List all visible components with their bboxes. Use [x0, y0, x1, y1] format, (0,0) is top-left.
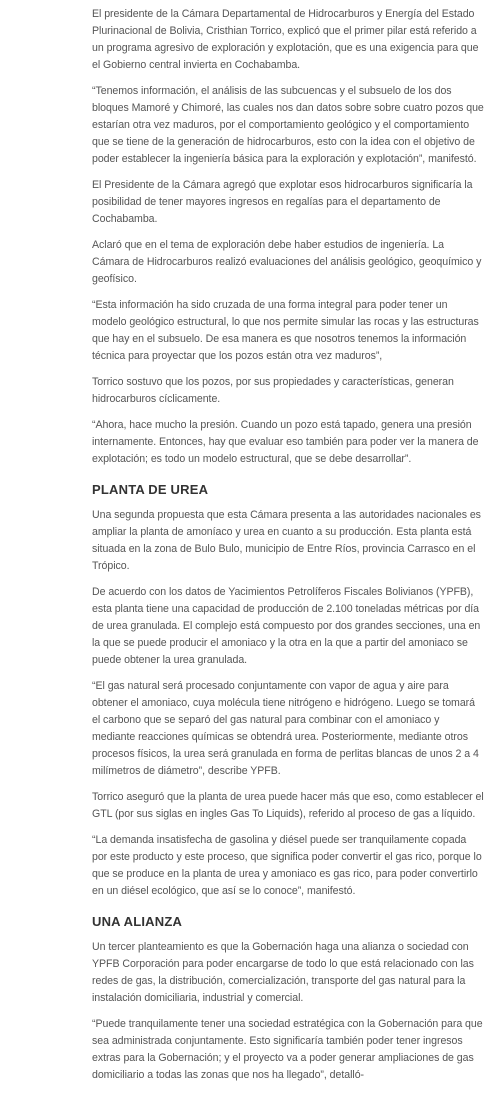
article-paragraph: Torrico aseguró que la planta de urea puede hacer más que eso, como establecer el GTL (por sus siglas en ingles Gas To Liquids), referido al proceso de gas a líquido. [92, 791, 484, 820]
article-paragraph: De acuerdo con los datos de Yacimientos Petrolíferos Fiscales Bolivianos (YPFB), esta planta tiene una capacidad de producción de 2.100 toneladas métricas por día de urea granulada. El complejo está compuesto por dos grandes secciones, una en la que se puede producir el amoniaco y la otra en la que a partir del amoniaco se puede obtener la urea granulada. [92, 586, 481, 666]
article-paragraph: “El gas natural será procesado conjuntamente con vapor de agua y aire para obtener el amoniaco, cuya molécula tiene nitrógeno e hidrógeno. Luego se tomará el carbono que se separó del gas natural para combinar con el amoniaco y mediante reacciones químicas se obtendrá urea. Posteriormente, mediante otros procesos físicos, la urea será granulada en forma de perlitas blancas de unos 2 a 4 milímetros de diámetro”, describe YPFB. [92, 680, 479, 777]
article-paragraph: El presidente de la Cámara Departamental de Hidrocarburos y Energía del Estado Plurinacional de Bolivia, Cristhian Torrico, explicó que el primer pilar está referido a un programa agresivo de exploración y explotación, que es una exigencia para que el Gobierno central invierta en Cochabamba. [92, 8, 479, 71]
article-paragraph: Torrico sostuvo que los pozos, por sus propiedades y características, generan hidrocarburos cíclicamente. [92, 376, 454, 405]
article-body [92, 6, 484, 1093]
article-paragraph: “Ahora, hace mucho la presión. Cuando un pozo está tapado, genera una presión internamente. Entonces, hay que evaluar eso también para poder ver la manera de explotación; es todo un modelo estructural, que se debe desarrollar”. [92, 419, 479, 465]
article-paragraph: El Presidente de la Cámara agregó que explotar esos hidrocarburos significaría la posibilidad de tener mayores ingresos en regalías para el departamento de Cochabamba. [92, 179, 473, 225]
article-paragraph: Un tercer planteamiento es que la Gobernación haga una alianza o sociedad con YPFB Corporación para poder encargarse de todo lo que está relacionado con las redes de gas, la distribución, comercialización, transporte del gas natural para la instalación domiciliaria, industrial y comercial. [92, 941, 474, 1004]
article-paragraph: “Puede tranquilamente tener una sociedad estratégica con la Gobernación para que sea administrada conjuntamente. Esto significaría también poder tener ingresos extras para la Gobernación; y el proyecto va a poder generar ampliaciones de gas domiciliario a todas las zonas que nos ha llegado”, detalló- [92, 1018, 483, 1081]
section-heading-una-alianza: UNA ALIANZA [92, 914, 183, 929]
article-paragraph: “Esta información ha sido cruzada de una forma integral para poder tener un modelo geológico estructural, lo que nos permite simular las rocas y las estructuras que hay en el subsuelo. De esa manera es que nosotros tenemos la información técnica para proyectar que los pozos están otra vez maduros”, [92, 299, 479, 362]
article-paragraph: “La demanda insatisfecha de gasolina y diésel puede ser tranquilamente copada por este producto y este proceso, que significa poder convertir el gas rico, porque lo que se produce en la planta de urea y amoniaco es gas rico, para poder convertirlo en un diésel ecológico, que así se lo conoce”, manifestó. [92, 834, 482, 897]
section-heading-planta-de-urea: PLANTA DE UREA [92, 482, 209, 497]
article-paragraph: “Tenemos información, el análisis de las subcuencas y el subsuelo de los dos bloques Mamoré y Chimoré, las cuales nos dan datos sobre sobre cuatro pozos que estarían otra vez maduros, por el comportamiento geológico y el comportamiento que se tiene de la generación de hidrocarburos, esto con la idea con el objetivo de poder establecer la ingeniería básica para la exploración y explotación”, manifestó. [92, 85, 484, 165]
article-paragraph: Una segunda propuesta que esta Cámara presenta a las autoridades nacionales es ampliar la planta de amoníaco y urea en cuanto a su producción. Esta planta está situada en la zona de Bulo Bulo, municipio de Entre Ríos, provincia Carrasco en el Trópico. [92, 509, 481, 572]
article-paragraph: Aclaró que en el tema de exploración debe haber estudios de ingeniería. La Cámara de Hidrocarburos realizó evaluaciones del análisis geológico, geoquímico y geofísico. [92, 239, 482, 285]
